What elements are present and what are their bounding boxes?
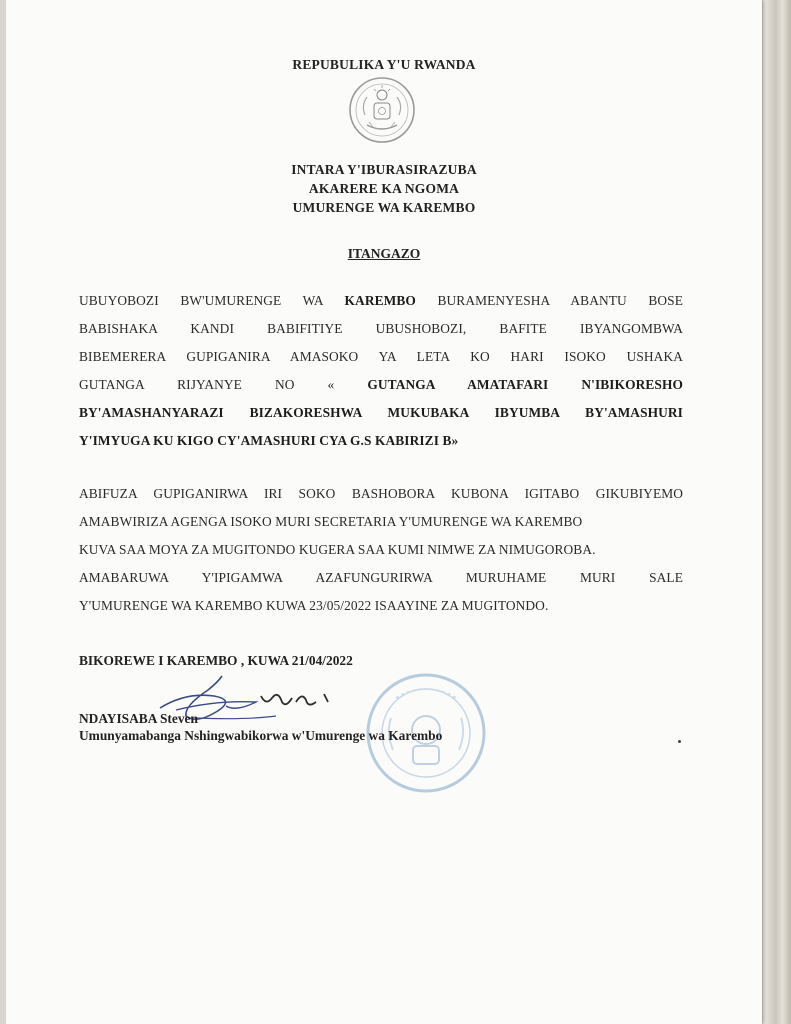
signer-role: Umunyamabanga Nshingwabikorwa w'Umurenge wa Karembo: [79, 728, 443, 743]
paragraph-line: GUTANGA RIJYANYE NO « GUTANGA AMATAFARI N'IBIKORESHO: [79, 377, 684, 392]
paragraph-line: BABISHAKA KANDI BABIFITIYE UBUSHOBOZI, BAFITE IBYANGOMBWA: [79, 321, 683, 336]
paragraph-line: Y'UMURENGE WA KAREMBO KUWA 23/05/2022 ISAAYINE ZA MUGITONDO.: [79, 598, 549, 613]
paragraph-line: AMABARUWA Y'IPIGAMWA AZAFUNGURIRWA MURUHAME MURI SALE: [79, 570, 683, 585]
instructions-paragraph: [79, 480, 683, 620]
header-province: INTARA Y'IBURASIRAZUBA: [291, 162, 477, 177]
scan-speck: [678, 740, 681, 743]
paragraph-line: BIBEMERERA GUPIGANIRA AMASOKO YA LETA KO HARI ISOKO USHAKA: [79, 349, 683, 364]
scan-edge: [763, 0, 791, 1024]
document-page: [6, 0, 762, 1024]
paragraph-line: AMABWIRIZA AGENGA ISOKO MURI SECRETARIA Y'UMURENGE WA KAREMBO: [79, 514, 583, 529]
signer-name: NDAYISABA Steven: [79, 711, 198, 726]
rwanda-coat-of-arms-seal-icon: [347, 75, 417, 145]
header-country: REPUBULIKA Y'U RWANDA: [292, 57, 476, 72]
place-and-date: BIKOREWE I KAREMBO , KUWA 21/04/2022: [79, 653, 353, 668]
announcement-paragraph: [79, 287, 683, 455]
paragraph-line: ABIFUZA GUPIGANIRWA IRI SOKO BASHOBORA KUBONA IGITABO GIKUBIYEMO: [79, 486, 683, 501]
paragraph-line: UBUYOBOZI BW'UMURENGE WA KAREMBO BURAMENYESHA ABANTU BOSE: [79, 293, 684, 308]
header-sector: UMURENGE WA KAREMBO: [292, 200, 476, 215]
paragraph-line: BY'AMASHANYARAZI BIZAKORESHWA MUKUBAKA IBYUMBA BY'AMASHURI: [79, 405, 683, 420]
paragraph-line: Y'IMYUGA KU KIGO CY'AMASHURI CYA G.S KABIRIZI B»: [79, 433, 459, 448]
header-district: AKARERE KA NGOMA: [308, 181, 460, 196]
paragraph-line: KUVA SAA MOYA ZA MUGITONDO KUGERA SAA KUMI NIMWE ZA NIMUGOROBA.: [79, 542, 596, 557]
document-title: ITANGAZO: [347, 246, 421, 261]
